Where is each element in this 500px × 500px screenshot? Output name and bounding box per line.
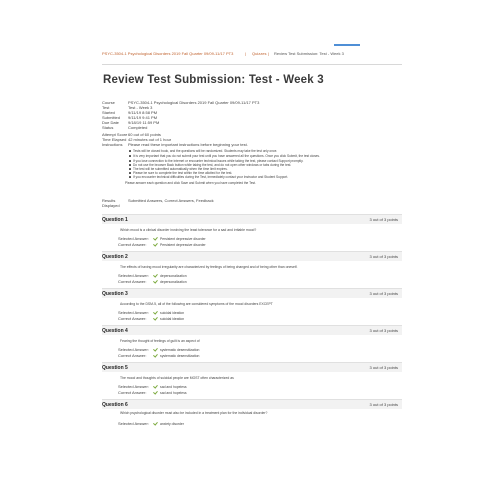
bullet-icon	[129, 172, 131, 174]
selected-answer-value: Persistent depressive disorder	[160, 237, 206, 241]
bullet-icon	[129, 160, 131, 162]
question-text: Which mood is a clinical disorder involving the least tolerance for a sad and irritable mood?	[120, 228, 257, 232]
selected-answer-label: Selected Answer:	[118, 273, 149, 278]
correct-answer-label: Correct Answer:	[118, 353, 147, 358]
question-title: Question 3	[102, 291, 128, 297]
selected-answer-value: anxiety disorder	[160, 422, 184, 426]
selected-answer-label: Selected Answer:	[118, 384, 149, 389]
question-title: Question 5	[102, 365, 128, 371]
selected-answer-row	[118, 310, 184, 315]
instruction-line: It is very important that you do not submit your test until you have answered all the questions. Once you click Submit, the test closes.	[133, 154, 320, 158]
correct-answer-label: Correct Answer:	[118, 279, 147, 284]
question-points: 3 out of 3 points	[369, 402, 398, 407]
instruction-line: Please be sure to complete the test within the time allotted for the test.	[133, 171, 233, 175]
info-label-test: Test	[102, 105, 110, 110]
question-text: The effects of having mood irregularity are characterized by feelings of being changed and of being other than oneself.	[120, 265, 298, 269]
info-value-attempt-score: 60 out of 60 points	[128, 132, 161, 137]
correct-check-icon	[154, 391, 158, 394]
correct-check-icon	[154, 385, 158, 388]
selected-answer-row	[118, 421, 184, 426]
question-header	[102, 362, 402, 372]
breadcrumb	[102, 44, 402, 65]
correct-check-icon	[154, 354, 158, 357]
correct-check-icon	[154, 348, 158, 351]
instruction-line: Do not use the browser Back button while taking the test, and do not open other windows or tabs during the test.	[133, 163, 292, 167]
correct-answer-row	[118, 390, 187, 395]
info-label-time-elapsed: Time Elapsed	[102, 137, 127, 142]
correct-check-icon	[154, 317, 158, 320]
breadcrumb-course-link[interactable]: PSYC-3504-1 Psychological Disorders 2019 Fall Quarter 09/09-11/17 PT3	[102, 51, 234, 56]
correct-answer-row	[118, 279, 187, 284]
info-value-started: 9/11/19 8:58 PM	[128, 110, 158, 115]
question-header	[102, 325, 402, 335]
correct-check-icon	[154, 274, 158, 277]
info-value-test: Test - Week 3	[128, 105, 153, 110]
results-displayed-label: Results Displayed	[102, 198, 120, 208]
question-title: Question 1	[102, 217, 128, 223]
instruction-line: If you encounter technical difficulties during the Test, immediately contact your Instructor and Student Support.	[133, 175, 289, 179]
breadcrumb-separator: |	[245, 51, 247, 56]
instruction-line: Please answer each question and click Save and Submit when you have completed the Test.	[125, 181, 256, 185]
correct-answer-row	[118, 242, 206, 247]
correct-answer-row	[118, 316, 184, 321]
selected-answer-label: Selected Answer:	[118, 347, 149, 352]
correct-check-icon	[154, 422, 158, 425]
selected-answer-row	[118, 273, 187, 278]
bullet-icon	[129, 168, 131, 170]
instruction-line: Tests will be closed book, and the questions will be randomized. Students may take the test only once.	[133, 149, 278, 153]
info-label-course: Course	[102, 100, 115, 105]
correct-answer-value: Persistent depressive disorder	[160, 243, 206, 247]
correct-check-icon	[154, 280, 158, 283]
correct-answer-value: depersonalization	[160, 280, 187, 284]
bullet-icon	[129, 155, 131, 157]
question-text: Which psychological disorder must also be included in a treatment plan for the individual disorder?	[120, 411, 268, 415]
selected-answer-row	[118, 384, 187, 389]
question-title: Question 6	[102, 402, 128, 408]
question-text: The mood and thoughts of suicidal people are MOST often characterized as	[120, 376, 234, 380]
question-points: 3 out of 3 points	[369, 328, 398, 333]
bullet-icon	[129, 150, 131, 152]
selected-answer-label: Selected Answer:	[118, 421, 149, 426]
selected-answer-label: Selected Answer:	[118, 236, 149, 241]
info-label-submitted: Submitted	[102, 115, 121, 120]
question-text: Fearing the thought of feelings of guilt is an aspect of	[120, 339, 200, 343]
selected-answer-row	[118, 347, 199, 352]
question-header	[102, 288, 402, 298]
correct-answer-label: Correct Answer:	[118, 390, 147, 395]
correct-check-icon	[154, 311, 158, 314]
breadcrumb-current: Review Test Submission: Test - Week 3	[274, 51, 344, 56]
selected-answer-value: systematic desensitization	[160, 348, 200, 352]
info-label-status: Status	[102, 125, 114, 130]
question-header	[102, 251, 402, 261]
question-header	[102, 399, 402, 409]
question-points: 3 out of 3 points	[369, 254, 398, 259]
correct-answer-row	[118, 353, 199, 358]
info-value-instructions: Please read these important instructions before beginning your test.	[128, 142, 248, 147]
instructions-box	[125, 144, 395, 190]
page-title: Review Test Submission: Test - Week 3	[103, 74, 324, 86]
selected-answer-row	[118, 236, 206, 241]
breadcrumb-quizzes-link[interactable]: Quizzes	[252, 51, 267, 56]
question-points: 3 out of 3 points	[369, 217, 398, 222]
correct-answer-value: suicidal ideation	[160, 317, 185, 321]
question-text: According to the DSM-5, all of the following are considered symptoms of the mood disorders EXCEPT	[120, 302, 273, 306]
info-label-due-date: Due Date	[102, 120, 119, 125]
info-value-submitted: 9/11/19 9:41 PM	[128, 115, 158, 120]
instruction-line: If you lose connection to the internet or encounter technical issues while taking the test, please contact Support promptly.	[133, 159, 304, 163]
info-value-course: PSYC-3504-1 Psychological Disorders 2019 Fall Quarter 09/09-11/17 PT3	[128, 100, 260, 105]
selected-answer-label: Selected Answer:	[118, 310, 149, 315]
info-value-due-date: 9/18/19 11:59 PM	[128, 120, 160, 125]
selected-answer-value: depersonalization	[160, 274, 187, 278]
info-label-started: Started	[102, 110, 115, 115]
correct-check-icon	[154, 237, 158, 240]
correct-answer-value: systematic desensitization	[160, 354, 200, 358]
info-value-time-elapsed: 42 minutes out of 1 hour	[128, 137, 172, 142]
correct-answer-label: Correct Answer:	[118, 316, 147, 321]
instruction-line: The test will be submitted automatically when the time limit expires.	[133, 167, 228, 171]
info-label-attempt-score: Attempt Score	[102, 132, 128, 137]
bullet-icon	[129, 176, 131, 178]
question-points: 3 out of 3 points	[369, 291, 398, 296]
correct-answer-value: sad and hopeless	[160, 391, 187, 395]
correct-answer-label: Correct Answer:	[118, 242, 147, 247]
question-points: 3 out of 3 points	[369, 365, 398, 370]
results-displayed-value: Submitted Answers, Correct Answers, Feedback	[128, 198, 214, 203]
question-title: Question 4	[102, 328, 128, 334]
selected-answer-value: suicidal ideation	[160, 311, 185, 315]
bullet-icon	[129, 164, 131, 166]
question-title: Question 2	[102, 254, 128, 260]
correct-check-icon	[154, 243, 158, 246]
info-label-instructions: Instructions	[102, 142, 123, 147]
question-header	[102, 214, 402, 224]
info-value-status: Completed	[128, 125, 148, 130]
selected-answer-value: sad and hopeless	[160, 385, 187, 389]
breadcrumb-separator: |	[268, 51, 270, 56]
